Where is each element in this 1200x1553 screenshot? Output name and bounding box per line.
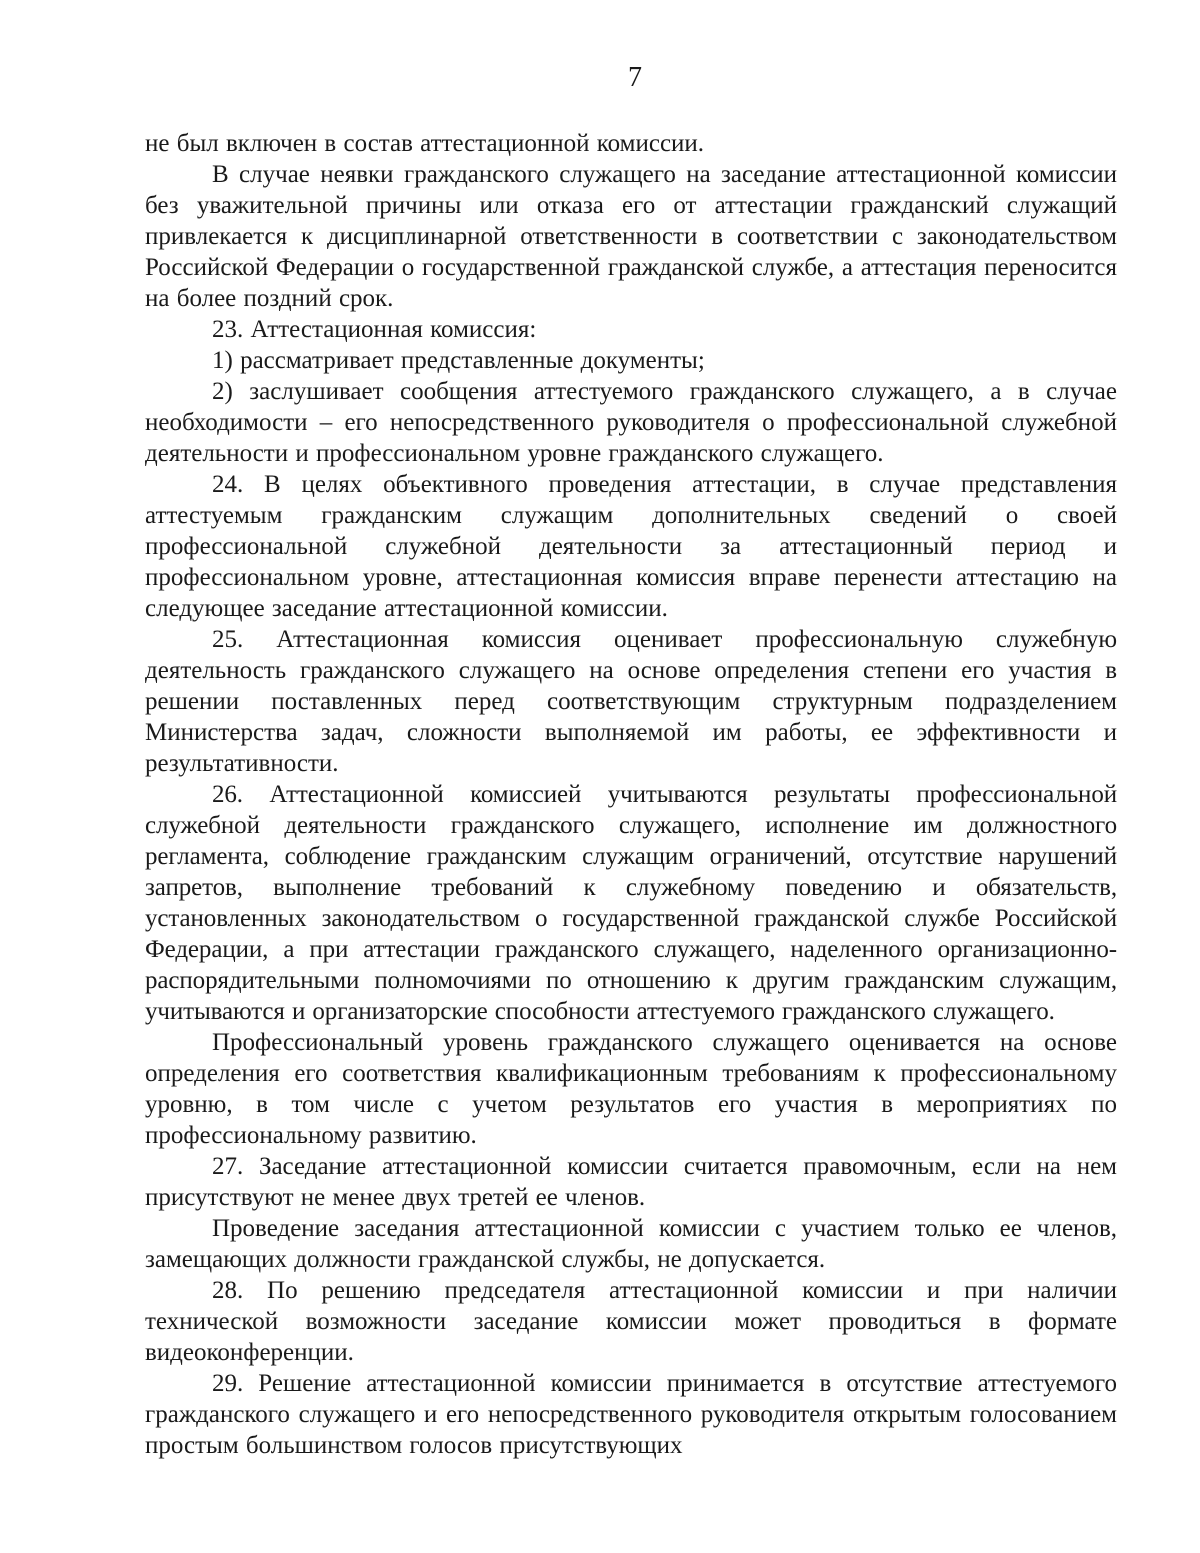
paragraph-item-25: 25. Аттестационная комиссия оценивает профессиональную служебную деятельность гражданского служащего на основе определения степени его участия в решении поставленных перед соответствующим структурным подразделением Министерства задач, сложности выполняемой им работы, ее эффективности и результативности. bbox=[145, 626, 1117, 777]
paragraph-item-23: 23. Аттестационная комиссия: bbox=[212, 316, 537, 343]
paragraph-item-23-1: 1) рассматривает представленные документы; bbox=[212, 347, 705, 374]
paragraph-item-26: 26. Аттестационной комиссией учитываются результаты профессиональной служебной деятельности гражданского служащего, исполнение им должностного регламента, соблюдение гражданским служащим ограничений, отсутствие нарушений запретов, выполнение требований к служебному поведению и обязательств, установленных законодательством о государственной гражданской службе Российской Федерации, а при аттестации гражданского служащего, наделенного организационно-распорядительными полномочиями по отношению к другим гражданским служащим, учитываются и организаторские способности аттестуемого гражданского служащего. bbox=[145, 781, 1117, 1025]
paragraph-item-28: 28. По решению председателя аттестационной комиссии и при наличии технической возможности заседание комиссии может проводиться в формате видеоконференции. bbox=[145, 1277, 1117, 1366]
paragraph-item-24: 24. В целях объективного проведения аттестации, в случае представления аттестуемым гражданским служащим дополнительных сведений о своей профессиональной служебной деятельности за аттестационный период и профессиональном уровне, аттестационная комиссия вправе перенести аттестацию на следующее заседание аттестационной комиссии. bbox=[145, 471, 1117, 622]
paragraph-professional-level: Профессиональный уровень гражданского служащего оценивается на основе определения его соответствия квалификационным требованиям к профессиональному уровню, в том числе с учетом результатов его участия в мероприятиях по профессиональному развитию. bbox=[145, 1029, 1117, 1149]
paragraph-absence-consequences: В случае неявки гражданского служащего на заседание аттестационной комиссии без уважительной причины или отказа его от аттестации гражданский служащий привлекается к дисциплинарной ответственности в соответствии с законодательством Российской Федерации о государственной гражданской службе, а аттестация переносится на более поздний срок. bbox=[145, 161, 1117, 312]
paragraph-session-members: Проведение заседания аттестационной комиссии с участием только ее членов, замещающих должности гражданской службы, не допускается. bbox=[145, 1215, 1117, 1273]
paragraph-continuation: не был включен в состав аттестационной комиссии. bbox=[145, 130, 705, 157]
paragraph-item-23-2: 2) заслушивает сообщения аттестуемого гражданского служащего, а в случае необходимости – его непосредственного руководителя о профессиональной служебной деятельности и профессиональном уровне гражданского служащего. bbox=[145, 378, 1117, 467]
document-body bbox=[145, 128, 1117, 1461]
page-number: 7 bbox=[628, 62, 642, 93]
paragraph-item-29: 29. Решение аттестационной комиссии принимается в отсутствие аттестуемого гражданского служащего и его непосредственного руководителя открытым голосованием простым большинством голосов присутствующих bbox=[145, 1370, 1117, 1459]
paragraph-item-27: 27. Заседание аттестационной комиссии считается правомочным, если на нем присутствуют не менее двух третей ее членов. bbox=[145, 1153, 1117, 1211]
